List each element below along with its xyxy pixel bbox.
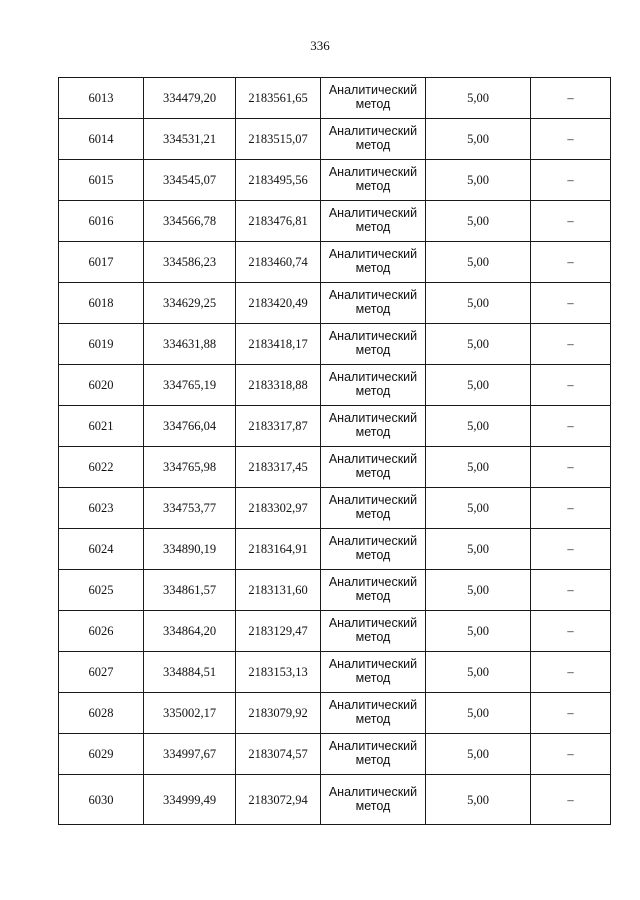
table-row [59, 570, 611, 611]
y-coordinate-cell: 2183302,97 [236, 488, 321, 529]
method-line-2: метод [355, 384, 391, 398]
y-coordinate-cell: 2183317,87 [236, 406, 321, 447]
y-coordinate-cell: 2183420,49 [236, 283, 321, 324]
method-cell [321, 447, 426, 488]
method-line-1: Аналитический [328, 247, 418, 261]
method-cell [321, 652, 426, 693]
table-row [59, 693, 611, 734]
method-line-1: Аналитический [328, 124, 418, 138]
table-row [59, 652, 611, 693]
method-line-1: Аналитический [328, 452, 418, 466]
method-cell [321, 775, 426, 825]
accuracy-cell: 5,00 [426, 693, 531, 734]
point-id-cell: 6025 [59, 570, 144, 611]
note-cell: – [531, 406, 611, 447]
method-cell [321, 570, 426, 611]
y-coordinate-cell: 2183129,47 [236, 611, 321, 652]
y-coordinate-cell: 2183164,91 [236, 529, 321, 570]
method-line-2: метод [355, 507, 391, 521]
table-row [59, 734, 611, 775]
method-line-1: Аналитический [328, 370, 418, 384]
table-row [59, 611, 611, 652]
y-coordinate-cell: 2183476,81 [236, 201, 321, 242]
x-coordinate-cell: 334629,25 [144, 283, 236, 324]
method-line-2: метод [355, 138, 391, 152]
y-coordinate-cell: 2183561,65 [236, 78, 321, 119]
accuracy-cell: 5,00 [426, 201, 531, 242]
y-coordinate-cell: 2183317,45 [236, 447, 321, 488]
table-row [59, 78, 611, 119]
point-id-cell: 6020 [59, 365, 144, 406]
table-row [59, 365, 611, 406]
method-line-1: Аналитический [328, 411, 418, 425]
method-line-1: Аналитический [328, 698, 418, 712]
method-cell [321, 283, 426, 324]
method-line-2: метод [355, 798, 391, 813]
note-cell: – [531, 119, 611, 160]
table-row [59, 406, 611, 447]
note-cell: – [531, 652, 611, 693]
accuracy-cell: 5,00 [426, 775, 531, 825]
method-cell [321, 242, 426, 283]
method-line-2: метод [355, 466, 391, 480]
method-line-1: Аналитический [328, 657, 418, 671]
method-line-2: метод [355, 343, 391, 357]
x-coordinate-cell: 334765,19 [144, 365, 236, 406]
point-id-cell: 6014 [59, 119, 144, 160]
point-id-cell: 6019 [59, 324, 144, 365]
method-line-2: метод [355, 589, 391, 603]
y-coordinate-cell: 2183515,07 [236, 119, 321, 160]
accuracy-cell: 5,00 [426, 242, 531, 283]
accuracy-cell: 5,00 [426, 611, 531, 652]
note-cell: – [531, 693, 611, 734]
method-line-2: метод [355, 630, 391, 644]
method-cell [321, 201, 426, 242]
y-coordinate-cell: 2183460,74 [236, 242, 321, 283]
method-cell [321, 734, 426, 775]
note-cell: – [531, 488, 611, 529]
method-cell [321, 488, 426, 529]
note-cell: – [531, 529, 611, 570]
method-line-2: метод [355, 548, 391, 562]
note-cell: – [531, 570, 611, 611]
table-row [59, 324, 611, 365]
table-row [59, 775, 611, 825]
point-id-cell: 6028 [59, 693, 144, 734]
table-row [59, 160, 611, 201]
point-id-cell: 6022 [59, 447, 144, 488]
point-id-cell: 6023 [59, 488, 144, 529]
method-line-1: Аналитический [328, 329, 418, 343]
accuracy-cell: 5,00 [426, 447, 531, 488]
note-cell: – [531, 611, 611, 652]
method-line-2: метод [355, 179, 391, 193]
method-line-1: Аналитический [328, 534, 418, 548]
y-coordinate-cell: 2183072,94 [236, 775, 321, 825]
y-coordinate-cell: 2183074,57 [236, 734, 321, 775]
coordinates-table-body [59, 78, 611, 825]
table-row [59, 529, 611, 570]
x-coordinate-cell: 334479,20 [144, 78, 236, 119]
accuracy-cell: 5,00 [426, 406, 531, 447]
method-line-1: Аналитический [328, 288, 418, 302]
y-coordinate-cell: 2183418,17 [236, 324, 321, 365]
method-line-1: Аналитический [328, 616, 418, 630]
point-id-cell: 6017 [59, 242, 144, 283]
accuracy-cell: 5,00 [426, 324, 531, 365]
table-row [59, 488, 611, 529]
method-line-1: Аналитический [328, 575, 418, 589]
note-cell: – [531, 283, 611, 324]
method-cell [321, 324, 426, 365]
y-coordinate-cell: 2183079,92 [236, 693, 321, 734]
accuracy-cell: 5,00 [426, 734, 531, 775]
point-id-cell: 6021 [59, 406, 144, 447]
note-cell: – [531, 365, 611, 406]
method-cell [321, 160, 426, 201]
method-cell [321, 529, 426, 570]
x-coordinate-cell: 334884,51 [144, 652, 236, 693]
method-line-2: метод [355, 97, 391, 111]
y-coordinate-cell: 2183153,13 [236, 652, 321, 693]
point-id-cell: 6027 [59, 652, 144, 693]
x-coordinate-cell: 334766,04 [144, 406, 236, 447]
coordinates-table [58, 77, 611, 825]
method-line-2: метод [355, 220, 391, 234]
method-cell [321, 119, 426, 160]
note-cell: – [531, 324, 611, 365]
y-coordinate-cell: 2183131,60 [236, 570, 321, 611]
method-line-2: метод [355, 261, 391, 275]
x-coordinate-cell: 334765,98 [144, 447, 236, 488]
table-row [59, 283, 611, 324]
method-cell [321, 406, 426, 447]
x-coordinate-cell: 334631,88 [144, 324, 236, 365]
x-coordinate-cell: 335002,17 [144, 693, 236, 734]
accuracy-cell: 5,00 [426, 529, 531, 570]
table-row [59, 201, 611, 242]
point-id-cell: 6018 [59, 283, 144, 324]
method-line-2: метод [355, 302, 391, 316]
method-line-2: метод [355, 425, 391, 439]
method-cell [321, 611, 426, 652]
point-id-cell: 6030 [59, 775, 144, 825]
point-id-cell: 6029 [59, 734, 144, 775]
method-line-1: Аналитический [328, 493, 418, 507]
x-coordinate-cell: 334586,23 [144, 242, 236, 283]
x-coordinate-cell: 334545,07 [144, 160, 236, 201]
method-line-1: Аналитический [328, 165, 418, 179]
x-coordinate-cell: 334861,57 [144, 570, 236, 611]
x-coordinate-cell: 334566,78 [144, 201, 236, 242]
x-coordinate-cell: 334864,20 [144, 611, 236, 652]
accuracy-cell: 5,00 [426, 365, 531, 406]
method-line-1: Аналитический [328, 206, 418, 220]
note-cell: – [531, 201, 611, 242]
x-coordinate-cell: 334997,67 [144, 734, 236, 775]
accuracy-cell: 5,00 [426, 119, 531, 160]
table-row [59, 447, 611, 488]
accuracy-cell: 5,00 [426, 283, 531, 324]
method-cell [321, 693, 426, 734]
method-line-2: метод [355, 753, 391, 767]
note-cell: – [531, 775, 611, 825]
table-row [59, 119, 611, 160]
x-coordinate-cell: 334531,21 [144, 119, 236, 160]
point-id-cell: 6026 [59, 611, 144, 652]
y-coordinate-cell: 2183495,56 [236, 160, 321, 201]
note-cell: – [531, 160, 611, 201]
method-line-1: Аналитический [328, 83, 418, 97]
table-row [59, 242, 611, 283]
note-cell: – [531, 734, 611, 775]
x-coordinate-cell: 334753,77 [144, 488, 236, 529]
point-id-cell: 6024 [59, 529, 144, 570]
y-coordinate-cell: 2183318,88 [236, 365, 321, 406]
note-cell: – [531, 78, 611, 119]
accuracy-cell: 5,00 [426, 652, 531, 693]
method-line-2: метод [355, 671, 391, 685]
note-cell: – [531, 242, 611, 283]
x-coordinate-cell: 334890,19 [144, 529, 236, 570]
page-number: 336 [310, 38, 330, 53]
point-id-cell: 6016 [59, 201, 144, 242]
x-coordinate-cell: 334999,49 [144, 775, 236, 825]
method-cell [321, 365, 426, 406]
accuracy-cell: 5,00 [426, 570, 531, 611]
method-line-1: Аналитический [328, 739, 418, 753]
note-cell: – [531, 447, 611, 488]
accuracy-cell: 5,00 [426, 488, 531, 529]
method-cell [321, 78, 426, 119]
accuracy-cell: 5,00 [426, 78, 531, 119]
point-id-cell: 6013 [59, 78, 144, 119]
point-id-cell: 6015 [59, 160, 144, 201]
accuracy-cell: 5,00 [426, 160, 531, 201]
method-line-1: Аналитический [328, 784, 418, 799]
method-line-2: метод [355, 712, 391, 726]
